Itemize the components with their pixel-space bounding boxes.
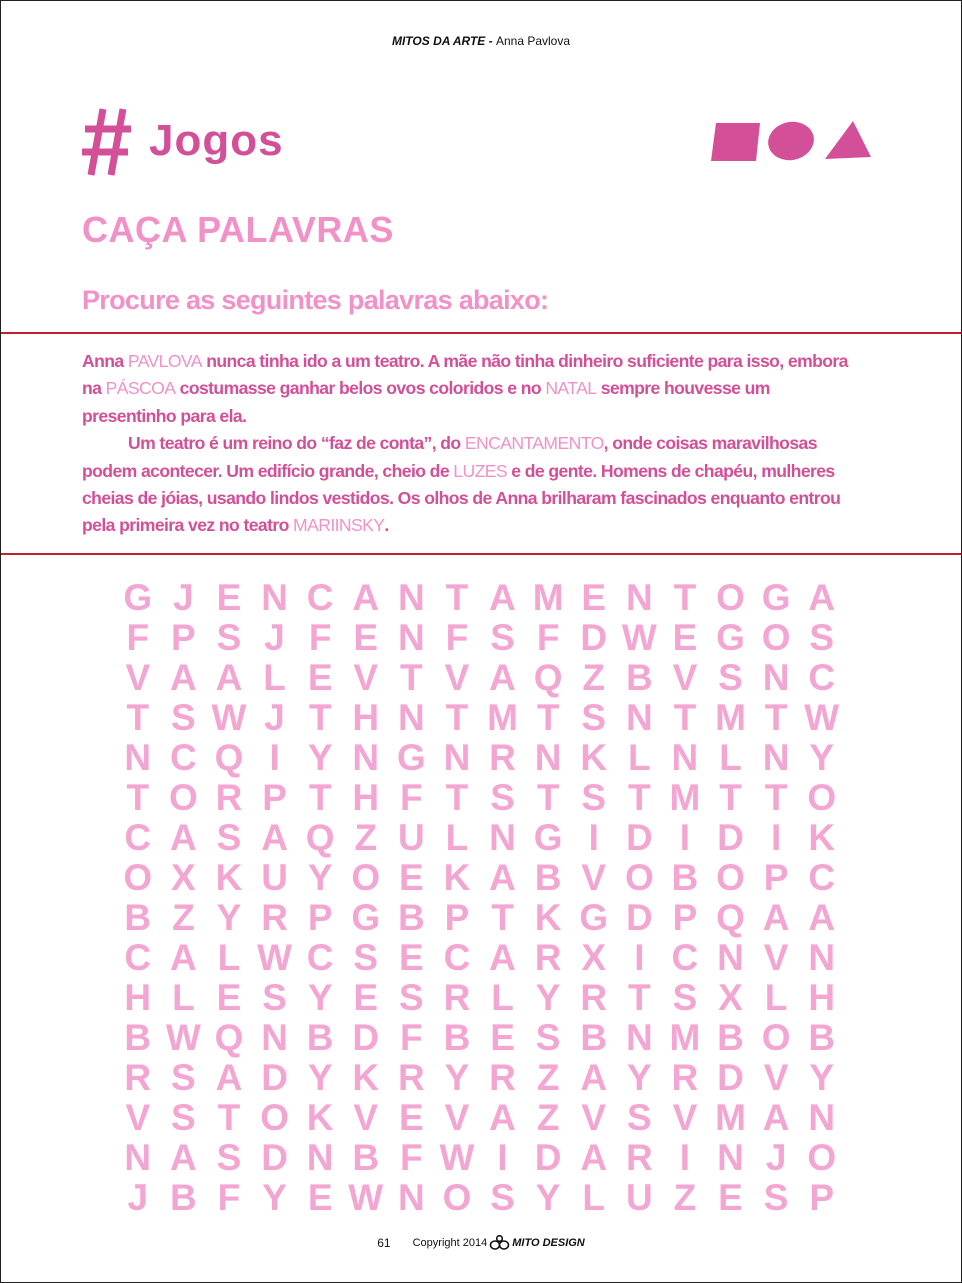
grid-letter: P <box>763 857 789 898</box>
grid-letter: F <box>400 1017 423 1058</box>
grid-letter: Y <box>262 1177 287 1218</box>
grid-letter: K <box>808 817 836 858</box>
grid-letter: I <box>634 937 645 978</box>
word-search-grid <box>115 578 845 1218</box>
grid-letter: U <box>625 1177 653 1218</box>
grid-letter: O <box>442 1177 472 1218</box>
grid-letter: A <box>215 657 243 698</box>
grid-letter: R <box>489 1057 516 1098</box>
grid-letter: D <box>534 1137 562 1178</box>
grid-letter: V <box>444 657 470 698</box>
grid-letter: A <box>808 577 836 618</box>
grid-letter: V <box>672 1097 698 1138</box>
grid-letter: H <box>124 977 152 1018</box>
grid-letter: A <box>580 1137 608 1178</box>
grid-letter: R <box>397 1057 425 1098</box>
grid-letter: Z <box>582 657 606 698</box>
grid-letter: G <box>533 817 563 858</box>
grid-letter: T <box>628 977 651 1018</box>
grid-letter: Y <box>444 1057 470 1098</box>
grid-letter: E <box>581 577 607 618</box>
story-paragraph-2 <box>82 430 862 540</box>
grid-letter: S <box>216 817 242 858</box>
grid-letter: Y <box>809 737 835 778</box>
grid-letter: B <box>580 1017 608 1058</box>
grid-letter: S <box>171 1097 196 1138</box>
grid-letter: Z <box>536 1057 560 1098</box>
grid-letter: K <box>215 857 243 898</box>
copyright-text: Copyright 2014 <box>412 1237 488 1249</box>
hash-icon <box>81 105 133 177</box>
grid-letter: L <box>263 657 286 698</box>
grid-letter: G <box>351 897 381 938</box>
grid-letter: T <box>628 777 651 818</box>
grid-letter: N <box>124 1137 152 1178</box>
grid-letter: C <box>170 737 197 778</box>
grid-letter: Y <box>307 857 333 898</box>
grid-letter: O <box>169 777 198 818</box>
grid-letter: V <box>672 657 698 698</box>
grid-letter: Z <box>673 1177 697 1218</box>
grid-letter: U <box>261 857 288 898</box>
grid-letter: B <box>352 1137 380 1178</box>
grid-letter: K <box>580 737 608 778</box>
grid-letter: A <box>580 1057 608 1098</box>
grid-letter: V <box>444 1097 470 1138</box>
grid-letter: A <box>762 1097 790 1138</box>
grid-letter: A <box>489 577 516 618</box>
grid-letter: R <box>443 977 471 1018</box>
grid-letter: L <box>217 937 241 978</box>
grid-letter: J <box>127 1177 149 1218</box>
grid-letter: C <box>443 937 471 978</box>
grid-letter: W <box>621 617 657 658</box>
grid-letter: D <box>580 617 608 658</box>
grid-letter: R <box>534 937 562 978</box>
grid-letter: B <box>306 1017 334 1058</box>
story-text-run: , onde coisas maravilhosas podem acontecer. Um edifício grande, cheio de <box>82 433 817 481</box>
grid-letter: S <box>718 657 743 698</box>
grid-letter: A <box>170 1137 197 1178</box>
grid-letter: N <box>397 1177 425 1218</box>
grid-letter: S <box>262 977 287 1018</box>
grid-letter: B <box>534 857 562 898</box>
grid-letter: N <box>124 737 152 778</box>
grid-letter: I <box>588 817 599 858</box>
grid-letter: S <box>490 777 515 818</box>
grid-letter: T <box>400 657 423 698</box>
grid-letter: B <box>808 1017 836 1058</box>
grid-letter: S <box>763 1177 789 1218</box>
grid-letter: S <box>581 697 607 738</box>
grid-letter: B <box>124 1017 152 1058</box>
grid-letter: B <box>397 897 425 938</box>
grid-letter: C <box>808 657 836 698</box>
grid-letter: F <box>126 617 150 658</box>
grid-letter: E <box>399 937 424 978</box>
grid-letter: V <box>125 657 151 698</box>
grid-letter: A <box>170 817 197 858</box>
grid-letter: D <box>717 817 744 858</box>
grid-letter: C <box>124 817 152 858</box>
brand-name: MITO DESIGN <box>512 1237 585 1249</box>
story-text-run: sempre houvesse um presentinho para ela. <box>82 378 770 426</box>
grid-letter: B <box>443 1017 471 1058</box>
grid-letter: T <box>217 1097 241 1138</box>
grid-letter: F <box>308 617 332 658</box>
circle-icon <box>765 119 818 163</box>
keyword-mariinsky: MARIINSKY <box>293 515 385 536</box>
grid-letter: P <box>171 617 196 658</box>
grid-letter: Q <box>305 817 335 858</box>
grid-letter: B <box>717 1017 744 1058</box>
grid-letter: P <box>307 897 333 938</box>
grid-letter: O <box>716 577 745 618</box>
grid-letter: D <box>261 1057 288 1098</box>
grid-letter: V <box>763 1057 789 1098</box>
grid-letter: N <box>397 617 425 658</box>
grid-letter: V <box>763 937 789 978</box>
grid-letter: B <box>170 1177 197 1218</box>
story-paragraph-1 <box>82 348 862 430</box>
grid-letter: J <box>264 617 285 658</box>
game-title: CAÇA PALAVRAS <box>82 209 394 250</box>
grid-letter: G <box>396 737 426 778</box>
grid-letter: O <box>761 1017 791 1058</box>
grid-letter: N <box>443 737 471 778</box>
grid-letter: E <box>718 1177 743 1218</box>
grid-letter: E <box>307 1177 333 1218</box>
grid-letter: X <box>718 977 743 1018</box>
grid-letter: P <box>809 1177 835 1218</box>
keyword-natal: NATAL <box>545 378 597 399</box>
grid-letter: A <box>170 657 197 698</box>
grid-letter: I <box>679 1137 691 1178</box>
grid-letter: D <box>625 897 653 938</box>
grid-letter: R <box>671 1057 699 1098</box>
keyword-pascoa: PÁSCOA <box>105 378 176 399</box>
grid-letter: Q <box>214 1017 244 1058</box>
grid-letter: M <box>532 577 564 618</box>
grid-letter: M <box>715 697 746 738</box>
grid-letter: E <box>353 977 379 1018</box>
grid-letter: T <box>126 777 150 818</box>
grid-letter: N <box>717 1137 744 1178</box>
section-title: Jogos <box>149 116 284 165</box>
grid-letter: W <box>165 1017 201 1058</box>
grid-letter: M <box>669 1017 701 1058</box>
grid-letter: A <box>489 1097 516 1138</box>
grid-letter: D <box>625 817 653 858</box>
grid-letter: D <box>261 1137 288 1178</box>
grid-letter: G <box>123 577 153 618</box>
grid-letter: C <box>306 937 334 978</box>
grid-letter: F <box>445 617 469 658</box>
story-text-run: Anna <box>82 351 128 371</box>
grid-letter: V <box>125 1097 151 1138</box>
grid-letter: Z <box>172 897 195 938</box>
grid-letter: T <box>673 577 697 618</box>
grid-letter: V <box>581 1097 607 1138</box>
grid-letter: A <box>261 817 288 858</box>
grid-letter: O <box>123 857 153 898</box>
story-text-run: . <box>384 515 389 536</box>
grid-letter: T <box>491 897 514 938</box>
grid-letter: C <box>124 937 152 978</box>
grid-letter: N <box>625 697 653 738</box>
grid-letter: J <box>264 697 285 738</box>
grid-letter: O <box>624 857 654 898</box>
grid-letter: E <box>672 617 698 658</box>
grid-letter: N <box>489 817 516 858</box>
grid-letter: W <box>439 1137 475 1178</box>
grid-letter: T <box>764 697 788 738</box>
grid-letter: P <box>672 897 698 938</box>
grid-letter: H <box>352 697 380 738</box>
game-instructions: Procure as seguintes palavras abaixo: <box>82 285 549 315</box>
grid-letter: L <box>628 737 651 778</box>
grid-letter: M <box>715 1097 746 1138</box>
grid-letter: C <box>808 857 836 898</box>
grid-letter: E <box>490 1017 515 1058</box>
grid-letter: R <box>580 977 608 1018</box>
grid-letter: Q <box>716 897 745 938</box>
grid-letter: N <box>625 1017 653 1058</box>
story-text <box>82 348 862 540</box>
grid-letter: I <box>679 817 691 858</box>
divider-bottom <box>1 553 961 555</box>
grid-letter: N <box>808 937 836 978</box>
grid-letter: D <box>717 1057 744 1098</box>
grid-letter: E <box>216 977 242 1018</box>
grid-letter: W <box>211 697 247 738</box>
grid-letter: F <box>217 1177 241 1218</box>
grid-letter: Y <box>626 1057 652 1098</box>
grid-letter: L <box>172 977 195 1018</box>
grid-letter: T <box>308 697 332 738</box>
grid-letter: E <box>307 657 333 698</box>
grid-letter: K <box>534 897 562 938</box>
grid-letter: Y <box>535 977 561 1018</box>
grid-letter: A <box>489 657 516 698</box>
grid-letter: L <box>764 977 788 1018</box>
grid-letter: Y <box>307 737 333 778</box>
grid-letter: T <box>308 777 332 818</box>
grid-letter: Y <box>809 1057 835 1098</box>
grid-letter: G <box>716 617 745 658</box>
grid-letter: Q <box>214 737 244 778</box>
grid-letter: Y <box>216 897 242 938</box>
keyword-encantamento: ENCANTAMENTO <box>464 433 604 454</box>
grid-letter: Y <box>307 977 333 1018</box>
shapes-decoration <box>707 119 873 163</box>
header-separator: - <box>485 34 496 48</box>
header-subject: Anna Pavlova <box>495 34 571 48</box>
grid-letter: N <box>671 737 699 778</box>
grid-letter: A <box>215 1057 243 1098</box>
grid-letter: K <box>306 1097 334 1138</box>
page-number: 61 <box>377 1236 391 1250</box>
grid-letter: S <box>399 977 424 1018</box>
grid-letter: T <box>126 697 150 738</box>
grid-letter: F <box>536 617 560 658</box>
grid-letter: S <box>353 937 379 978</box>
grid-letter: I <box>497 1137 508 1178</box>
grid-letter: V <box>353 657 379 698</box>
grid-letter: T <box>445 777 469 818</box>
grid-letter: P <box>262 777 287 818</box>
grid-letter: E <box>399 1097 424 1138</box>
grid-letter: A <box>808 897 836 938</box>
story-text-run: costumasse ganhar belos ovos coloridos e no <box>175 378 546 399</box>
grid-letter: O <box>716 857 745 898</box>
grid-letter: S <box>171 697 196 738</box>
grid-letter: T <box>673 697 697 738</box>
story-text-run: nunca tinha ido a um teatro. A mãe não tinha dinheiro suficiente para isso, embora na <box>82 351 848 399</box>
grid-letter: O <box>761 617 791 658</box>
story-text-run: e de gente. Homens de chapéu, mulheres cheias de jóias, usando lindos vestidos. Os olhos de Anna brilharam fascinados enquanto entrou pela primeira vez no teatro <box>82 460 841 536</box>
divider-top <box>1 332 961 334</box>
grid-letter: N <box>397 697 425 738</box>
grid-letter: I <box>770 817 782 858</box>
grid-letter: S <box>581 777 607 818</box>
keyword-luzes: LUZES <box>453 460 508 481</box>
grid-letter: N <box>397 577 425 618</box>
grid-letter: O <box>807 1137 837 1178</box>
keyword-pavlova: PAVLOVA <box>127 351 202 371</box>
grid-letter: U <box>397 817 425 858</box>
grid-letter: R <box>124 1057 152 1098</box>
grid-letter: H <box>352 777 380 818</box>
page-footer <box>1 1235 961 1251</box>
grid-letter: S <box>171 1057 196 1098</box>
grid-letter: X <box>171 857 196 898</box>
grid-letter: C <box>306 577 334 618</box>
grid-letter: A <box>352 577 380 618</box>
grid-letter: L <box>582 1177 606 1218</box>
grid-letter: N <box>352 737 380 778</box>
grid-letter: N <box>261 577 288 618</box>
section-heading <box>81 101 284 181</box>
grid-letter: K <box>352 1057 380 1098</box>
grid-letter: W <box>257 937 293 978</box>
grid-letter: Z <box>354 817 378 858</box>
grid-letter: M <box>487 697 518 738</box>
grid-letter: L <box>445 817 469 858</box>
grid-letter: A <box>170 937 197 978</box>
grid-letter: B <box>124 897 152 938</box>
grid-letter: S <box>490 1177 515 1218</box>
grid-letter: V <box>353 1097 379 1138</box>
grid-letter: R <box>625 1137 653 1178</box>
grid-letter: O <box>260 1097 289 1138</box>
grid-letter: T <box>536 697 560 738</box>
grid-letter: O <box>351 857 381 898</box>
grid-letter: T <box>764 777 788 818</box>
grid-letter: E <box>399 857 424 898</box>
grid-letter: K <box>443 857 471 898</box>
grid-letter: T <box>719 777 742 818</box>
grid-letter: N <box>534 737 562 778</box>
grid-letter: I <box>269 737 280 778</box>
grid-letter: B <box>625 657 653 698</box>
grid-letter: B <box>671 857 699 898</box>
grid-letter: F <box>400 1137 423 1178</box>
grid-letter: S <box>216 1137 242 1178</box>
grid-letter: N <box>762 737 790 778</box>
grid-letter: N <box>808 1097 836 1138</box>
grid-letter: L <box>719 737 742 778</box>
grid-letter: O <box>807 777 837 818</box>
grid-letter: P <box>444 897 470 938</box>
grid-letter: S <box>535 1017 561 1058</box>
grid-letter: S <box>672 977 698 1018</box>
magazine-title: MITOS DA ARTE <box>391 34 486 48</box>
square-icon <box>711 123 760 161</box>
grid-letter: G <box>579 897 609 938</box>
running-header <box>1 34 961 48</box>
grid-letter: S <box>490 617 515 658</box>
grid-letter: V <box>581 857 607 898</box>
grid-letter: J <box>765 1137 787 1178</box>
grid-letter: N <box>717 937 744 978</box>
grid-letter: A <box>489 857 516 898</box>
grid-letter: E <box>216 577 242 618</box>
grid-letter: G <box>761 577 791 618</box>
grid-letter: W <box>348 1177 384 1218</box>
grid-letter: N <box>625 577 653 618</box>
grid-letter: M <box>669 777 701 818</box>
grid-letter: J <box>173 577 194 618</box>
grid-letter: T <box>445 577 469 618</box>
grid-letter: N <box>762 657 790 698</box>
grid-letter: N <box>261 1017 288 1058</box>
grid-letter: Z <box>536 1097 560 1138</box>
grid-letter: E <box>353 617 379 658</box>
grid-letter: T <box>445 697 469 738</box>
grid-letter: S <box>626 1097 652 1138</box>
grid-letter: S <box>809 617 835 658</box>
triangle-icon <box>825 121 871 159</box>
grid-letter: X <box>581 937 607 978</box>
grid-letter: Q <box>533 657 563 698</box>
grid-letter: R <box>261 897 288 938</box>
grid-letter: A <box>762 897 790 938</box>
grid-letter: Y <box>535 1177 561 1218</box>
grid-letter: S <box>216 617 242 658</box>
grid-letter: R <box>215 777 243 818</box>
grid-letter: T <box>536 777 560 818</box>
grid-letter: R <box>489 737 516 778</box>
grid-letter: N <box>306 1137 334 1178</box>
grid-letter: C <box>671 937 699 978</box>
infinity-flower-icon <box>489 1235 511 1251</box>
grid-letter: L <box>491 977 514 1018</box>
grid-letter: W <box>804 697 840 738</box>
grid-letter: A <box>489 937 516 978</box>
grid-letter: D <box>352 1017 380 1058</box>
grid-letter: H <box>808 977 836 1018</box>
grid-letter: Y <box>307 1057 333 1098</box>
story-text-run: Um teatro é um reino do “faz de conta”, do <box>128 433 465 454</box>
grid-letter: F <box>400 777 423 818</box>
